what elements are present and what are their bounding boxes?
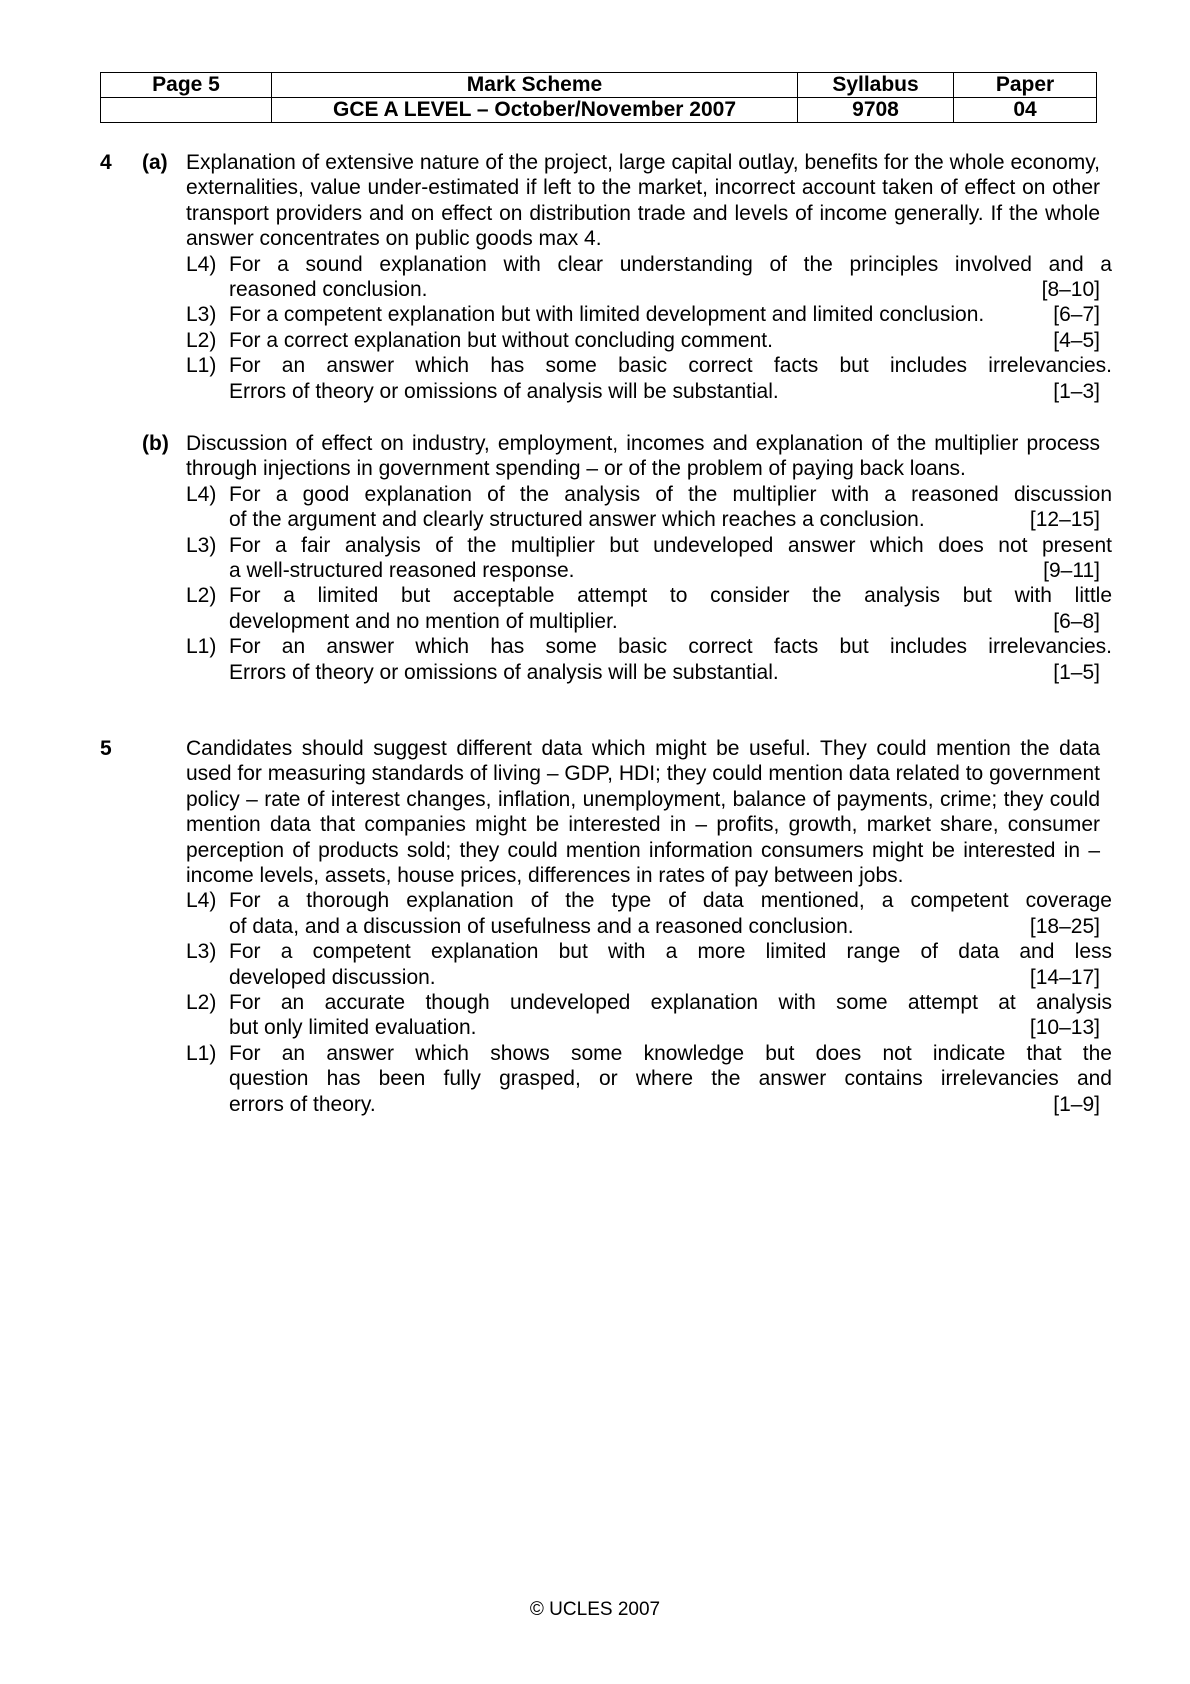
level-descriptor bbox=[186, 939, 1112, 990]
question-text: Explanation of extensive nature of the project, large capital outlay, benefits for the whole economy, externalities, value under-estimated if left to the market, incorrect account taken of effect on other transport providers and on effect on distribution trade and levels of income generally. If the whole answer concentrates on public goods max 4. bbox=[186, 151, 1100, 251]
level-descriptor bbox=[186, 482, 1112, 533]
header-row bbox=[101, 98, 1097, 123]
level-line: For a competent explanation but with a more limited range of data and less bbox=[229, 940, 1112, 964]
level-tag: L4) bbox=[186, 482, 217, 506]
empty-cell bbox=[101, 98, 272, 123]
mark-range: [1–3] bbox=[1053, 379, 1100, 403]
level-descriptor bbox=[186, 252, 1112, 303]
level-descriptor bbox=[186, 1041, 1112, 1117]
level-line: For an answer which shows some knowledge but does not indicate that the bbox=[229, 1041, 1112, 1065]
level-line: For a competent explanation but with limited development and limited conclusion. bbox=[229, 303, 985, 327]
level-tag: L2) bbox=[186, 328, 217, 352]
mark-range: [6–8] bbox=[1053, 609, 1100, 633]
page-label: Page 5 bbox=[101, 73, 272, 98]
part-label: (a) bbox=[142, 151, 168, 174]
copyright-footer: © UCLES 2007 bbox=[529, 1599, 661, 1620]
mark-range: [1–5] bbox=[1053, 660, 1100, 684]
level-descriptor bbox=[186, 634, 1112, 685]
level-tag: L3) bbox=[186, 533, 217, 557]
mark-range: [1–9] bbox=[1053, 1092, 1100, 1116]
level-line: of data, and a discussion of usefulness and a reasoned conclusion. bbox=[229, 914, 854, 938]
level-line: For a sound explanation with clear understanding of the principles involved and a bbox=[229, 252, 1112, 276]
mark-range: [12–15] bbox=[1029, 508, 1100, 532]
mark-range: [4–5] bbox=[1053, 328, 1100, 352]
level-line: development and no mention of multiplier. bbox=[229, 609, 618, 633]
level-tag: L2) bbox=[186, 991, 217, 1015]
level-descriptor bbox=[186, 888, 1112, 939]
level-descriptor bbox=[186, 353, 1112, 404]
question-number: 4 bbox=[100, 151, 112, 174]
exam-session: GCE A LEVEL – October/November 2007 bbox=[272, 98, 798, 123]
level-tag: L1) bbox=[186, 1041, 217, 1065]
level-line: a well-structured reasoned response. bbox=[229, 559, 575, 583]
level-line: For a good explanation of the analysis of the multiplier with a reasoned discussion bbox=[229, 482, 1112, 506]
level-descriptor bbox=[186, 302, 1100, 327]
level-line: For an answer which has some basic correct facts but includes irrelevancies. bbox=[229, 635, 1112, 659]
question-number: 5 bbox=[100, 737, 112, 760]
header-row bbox=[101, 73, 1097, 98]
level-tag: L1) bbox=[186, 635, 217, 659]
question-5 bbox=[100, 736, 1112, 1117]
level-tag: L3) bbox=[186, 303, 217, 327]
syllabus-label: Syllabus bbox=[798, 73, 954, 98]
level-tag: L3) bbox=[186, 940, 217, 964]
level-line: but only limited evaluation. bbox=[229, 1016, 477, 1040]
level-line: For a limited but acceptable attempt to consider the analysis but with little bbox=[229, 584, 1112, 608]
level-tag: L4) bbox=[186, 889, 217, 913]
mark-range: [8–10] bbox=[1041, 278, 1100, 302]
level-line: For an accurate though undeveloped explanation with some attempt at analysis bbox=[229, 991, 1112, 1015]
question-text: Discussion of effect on industry, employment, incomes and explanation of the multiplier process through injections in government spending – or of the problem of paying back loans. bbox=[186, 432, 1100, 481]
mark-range: [10–13] bbox=[1029, 1016, 1100, 1040]
level-line: Errors of theory or omissions of analysis will be substantial. bbox=[229, 660, 779, 684]
question-4a bbox=[100, 150, 1112, 404]
level-tag: L4) bbox=[186, 252, 217, 276]
mark-range: [9–11] bbox=[1043, 559, 1100, 583]
level-line: developed discussion. bbox=[229, 965, 436, 989]
level-line: For a fair analysis of the multiplier but undeveloped answer which does not present bbox=[229, 533, 1112, 557]
level-line: For an answer which has some basic correct facts but includes irrelevancies. bbox=[229, 354, 1112, 378]
level-line: Errors of theory or omissions of analysis will be substantial. bbox=[229, 379, 779, 403]
level-line: question has been fully grasped, or where the answer contains irrelevancies and bbox=[229, 1067, 1112, 1091]
level-line: For a thorough explanation of the type of data mentioned, a competent coverage bbox=[229, 889, 1112, 913]
level-descriptor bbox=[186, 583, 1112, 634]
mark-range: [14–17] bbox=[1029, 965, 1100, 989]
level-line: For a correct explanation but without concluding comment. bbox=[229, 328, 773, 352]
mark-range: [6–7] bbox=[1053, 303, 1100, 327]
level-tag: L2) bbox=[186, 584, 217, 608]
level-descriptor bbox=[186, 990, 1112, 1041]
paper-number: 04 bbox=[954, 98, 1097, 123]
paper-label: Paper bbox=[954, 73, 1097, 98]
syllabus-code: 9708 bbox=[798, 98, 954, 123]
mark-range: [18–25] bbox=[1029, 914, 1100, 938]
level-tag: L1) bbox=[186, 354, 217, 378]
question-text: Candidates should suggest different data which might be useful. They could mention the data used for measuring standards of living – GDP, HDI; they could mention data related to government policy – rate of interest changes, inflation, unemployment, balance of payments, crime; they could mention data that companies might be interested in – profits, growth, market share, consumer perception of products sold; they could mention information consumers might be interested in – income levels, assets, house prices, differences in rates of pay between jobs. bbox=[186, 737, 1100, 888]
level-line: reasoned conclusion. bbox=[229, 278, 428, 302]
level-descriptor bbox=[186, 533, 1112, 584]
level-line: of the argument and clearly structured answer which reaches a conclusion. bbox=[229, 508, 925, 532]
part-label: (b) bbox=[142, 432, 169, 455]
document-type: Mark Scheme bbox=[272, 73, 798, 98]
level-descriptor bbox=[186, 328, 1100, 353]
header-table bbox=[100, 72, 1097, 123]
level-line: errors of theory. bbox=[229, 1092, 376, 1116]
question-4b bbox=[100, 431, 1112, 685]
